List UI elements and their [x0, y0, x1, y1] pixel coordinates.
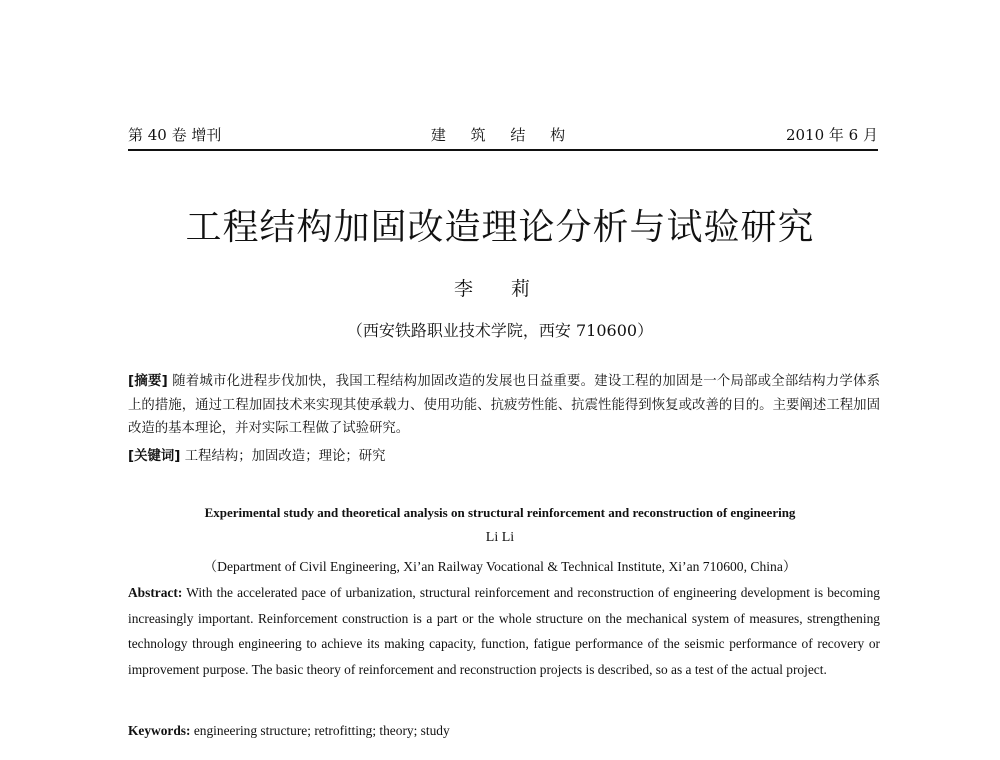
- author-en: Li Li: [485, 530, 515, 545]
- paper-title-cn: 工程结构加固改造理论分析与试验研究: [185, 207, 815, 249]
- keywords-cn-text: 工程结构；加固改造；理论；研究: [184, 449, 386, 464]
- abstract-en-text: With the accelerated pace of urbanization, structural reinforcement and reconstruction of engineering development is becoming increasingly important. Reinforcement construction is a part or the whole structure on the mechanical system of measures, strengthening technology through engineering to achieve its making capacity, function, fatigue performance of the seismic performance of recovery or improvement purpose. The basic theory of reinforcement and reconstruction projects is described, so as a test of the actual project.: [128, 585, 880, 677]
- author-cn: 李 莉: [453, 278, 547, 300]
- abstract-cn-label: [摘要]: [128, 374, 168, 389]
- keywords-cn: [128, 445, 880, 468]
- affiliation-en: （Department of Civil Engineering, Xi’an Railway Vocational & Technical Institute, Xi’an 710600, China）: [203, 559, 797, 574]
- volume-issue: 第 40 卷 增刊: [128, 126, 222, 144]
- keywords-en-label: Keywords:: [128, 723, 191, 738]
- journal-name: 建 筑 结 构: [430, 126, 576, 144]
- keywords-cn-label: [关键词]: [128, 449, 181, 464]
- abstract-cn: [128, 370, 880, 441]
- publication-date: 2010 年 6 月: [785, 126, 878, 144]
- keywords-en: [128, 720, 880, 742]
- keywords-en-text: engineering structure; retrofitting; theory; study: [193, 723, 450, 738]
- abstract-en-label: Abstract:: [128, 585, 183, 600]
- affiliation-cn: （西安铁路职业技术学院，西安 710600）: [346, 321, 654, 340]
- header-rule: [128, 149, 878, 151]
- abstract-en: [128, 580, 880, 682]
- paper-title-en: Experimental study and theoretical analysis on structural reinforcement and reconstruction of engineering: [204, 505, 796, 520]
- abstract-cn-text: 随着城市化进程步伐加快，我国工程结构加固改造的发展也日益重要。建设工程的加固是一个局部或全部结构力学体系上的措施，通过工程加固技术来实现其使承载力、使用功能、抗疲劳性能、抗震性能得到恢复或改善的目的。主要阐述工程加固改造的基本理论，并对实际工程做了试验研究。: [128, 374, 880, 436]
- running-header: [128, 124, 878, 146]
